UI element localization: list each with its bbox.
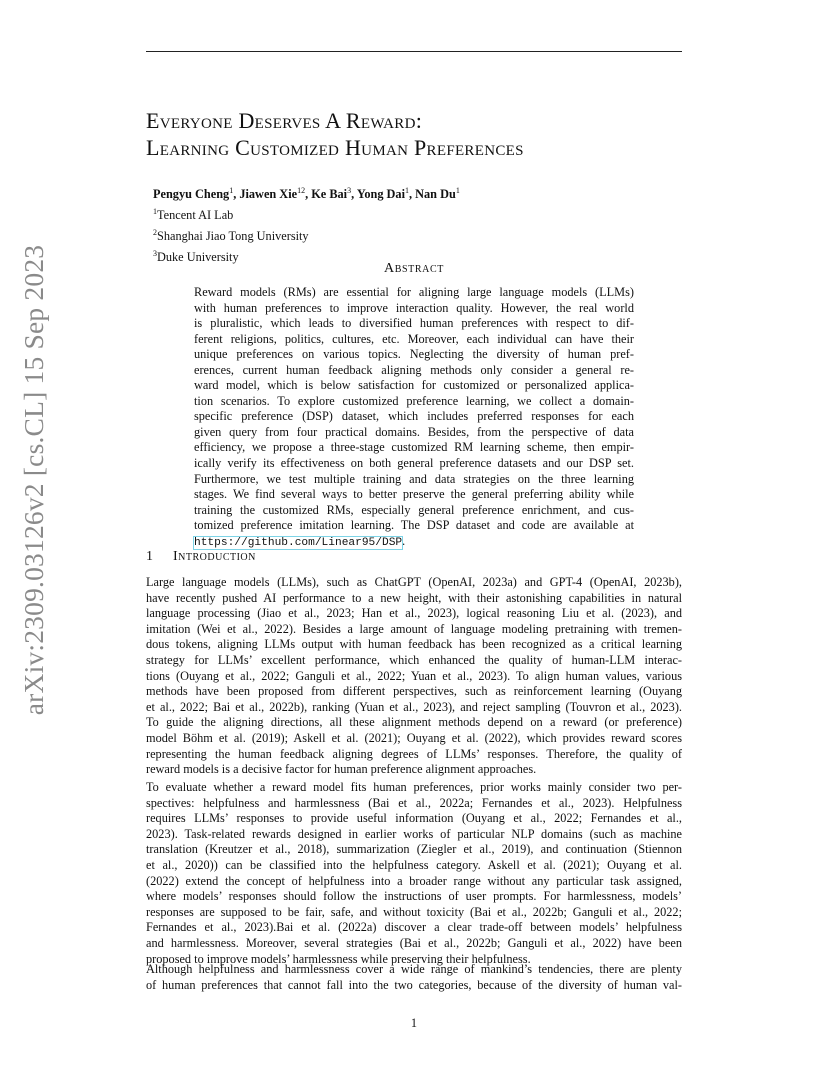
paragraph-line: and harmlessness. Moreover, several strategies (Bai et al., 2022b; Ganguli et al., 2022) have been xyxy=(146,935,682,950)
paragraph-line: strategy for LLMs’ excellent performance, which enhanced the quality of human-LLM interac- xyxy=(146,652,682,667)
page-number: 1 xyxy=(410,1016,418,1030)
paragraph-line: proposed to improve models’ harmlessness while preserving their helpfulness. xyxy=(146,951,531,966)
paragraph-line: et al., 2020)) can be classified into the helpfulness category. Askell et al. (2021); Ouyang et al. xyxy=(146,857,682,872)
section-number: 1 xyxy=(146,549,154,564)
abstract-heading: Abstract xyxy=(384,261,444,276)
paper-title-line-1: Everyone Deserves A Reward: xyxy=(146,108,423,133)
paragraph-line: translation (Kreutzer et al., 2018), summarization (Ziegler et al., 2019), and continuation (Stiennon xyxy=(146,842,682,857)
paragraph-line: model Böhm et al. (2019); Askell et al. (2021); Ouyang et al. (2022), which provides reward scores xyxy=(146,730,682,745)
intro-paragraph-3 xyxy=(146,962,682,993)
paragraph-line: methods have been proposed from different perspectives, such as reinforcement learning (Ouyang xyxy=(146,684,682,699)
abstract-line: ically verify its effectiveness on both general preference datasets and our DSP set. xyxy=(194,456,634,471)
paragraph-line: Although helpfulness and harmlessness cover a wide range of mankind’s tendencies, there are plenty xyxy=(146,962,682,976)
paragraph-line: spectives: helpfulness and harmlessness (Bai et al., 2022a; Fernandes et al., 2023). Helpfulness xyxy=(146,795,682,810)
paragraph-line: (2022) extend the concept of helpfulness into a broader range without any particular task assigned, xyxy=(146,873,682,888)
abstract-line: stages. We find several ways to better preserve the general preferring ability while xyxy=(194,487,634,502)
paragraph-line: 2023). Task-related rewards designed in earlier works of particular NLP domains (such as machine xyxy=(146,826,682,841)
abstract-line: tomized preference imitation learning. The DSP dataset and code are available at xyxy=(194,518,634,533)
affiliation: $^3$Duke University xyxy=(153,249,239,265)
paragraph-line: language processing (Jiao et al., 2023; Han et al., 2023), logical reasoning Liu et al. (2023), and xyxy=(146,606,682,621)
abstract-line: training the customized RMs, especially general preference enrichment, and cus- xyxy=(194,502,634,517)
paragraph-line: requires LLMs’ responses to provide useful information (Ouyang et al., 2022; Fernandes et al., xyxy=(146,811,682,826)
abstract-line: ward model, which is below satisfaction for customized or personalized applica- xyxy=(194,378,634,393)
abstract-line: erences, current human feedback aligning methods only consider a general re- xyxy=(194,362,634,377)
paragraph-line: To evaluate whether a reward model fits human preferences, prior works mainly consider two per- xyxy=(146,780,682,794)
paragraph-line: tions (Ouyang et al., 2022; Ganguli et al., 2022; Yuan et al., 2023). To align human values, various xyxy=(146,668,682,683)
author: Ke Bai$^3$, xyxy=(311,186,357,202)
affiliation: $^1$Tencent AI Lab xyxy=(153,207,234,223)
author: Pengyu Cheng$^1$, xyxy=(153,186,240,202)
abstract-line: efficiency, we propose a three-stage customized RM learning scheme, then empir- xyxy=(194,440,634,455)
abstract-body xyxy=(194,285,634,551)
paragraph-line: reward models is a decisive factor for human preference alignment approaches. xyxy=(146,762,537,777)
paragraph-line: have recently pushed AI performance to a new height, with their astonishing capabilities in natural xyxy=(146,590,682,605)
author: Jiawen Xie$^{12}$, xyxy=(239,186,312,202)
paragraph-line: representing the human feedback aligning degrees of LLMs’ responses. Therefore, the quality of xyxy=(146,746,682,761)
abstract-line: is pluralistic, which leads to diversified human preferences with respect to dif- xyxy=(194,316,634,331)
section-heading-introduction xyxy=(146,549,256,565)
top-rule xyxy=(146,51,682,52)
paragraph-line: where models’ responses should follow the instructions of user prompts. For harmlessness, models’ xyxy=(146,889,682,904)
author: Nan Du$^1$ xyxy=(415,186,460,202)
abstract-line: Reward models (RMs) are essential for aligning large language models (LLMs) xyxy=(194,285,634,299)
abstract-line: specific preference (DSP) dataset, which includes preferred responses for each xyxy=(194,409,634,424)
abstract-line-url: https://github.com/Linear95/DSP. xyxy=(194,533,406,549)
section-title: Introduction xyxy=(173,549,256,564)
arxiv-identifier-text: arXiv:2309.03126v2 [cs.CL] 15 Sep 2023 xyxy=(18,244,49,716)
author: Yong Dai$^1$, xyxy=(356,186,416,202)
paragraph-line: Fernandes et al., 2023).Bai et al. (2022a) discover a clear trade-off between models’ helpfulness xyxy=(146,920,682,935)
paragraph-line: responses are supposed to be fair, safe, and without toxicity (Bai et al., 2022b; Ganguli et al., 2022; xyxy=(146,904,682,919)
abstract-line: ferent religions, politics, cultures, etc. Moreover, each individual can have their xyxy=(194,331,634,346)
paper-title xyxy=(146,107,706,161)
abstract-line: given query from four practical domains. Besides, from the perspective of data xyxy=(194,424,634,439)
dataset-code-link[interactable]: https://github.com/Linear95/DSP xyxy=(194,536,403,549)
abstract-line: tion scenarios. To explore customized preference learning, we collect a domain- xyxy=(194,393,634,408)
intro-paragraph-2 xyxy=(146,780,682,967)
author-block xyxy=(153,182,460,266)
paragraph-line: et al., 2022; Bai et al., 2022b), ranking (Yuan et al., 2023), and reject sampling (Touvron et al., 2023). xyxy=(146,699,682,714)
paragraph-line: imitation (Wei et al., 2022). Besides a large amount of language modeling pretraining with tremen- xyxy=(146,621,682,636)
author-names xyxy=(153,182,460,203)
paragraph-line: of human preferences that cannot fall into the two categories, because of the diversity of human val- xyxy=(146,977,682,992)
affiliation: $^2$Shanghai Jiao Tong University xyxy=(153,228,309,244)
abstract-line: with human preferences to improve interaction quality. However, the real world xyxy=(194,300,634,315)
paragraph-line: To guide the aligning directions, all these alignment methods depend on a reward (or preference) xyxy=(146,715,682,730)
abstract-line: Furthermore, we test multiple training and data strategies on the three learning xyxy=(194,471,634,486)
abstract-line: unique preferences on various topics. Neglecting the diversity of human pref- xyxy=(194,347,634,362)
paragraph-line: Large language models (LLMs), such as ChatGPT (OpenAI, 2023a) and GPT-4 (OpenAI, 2023b), xyxy=(146,575,682,589)
paper-title-line-2: Learning Customized Human Preferences xyxy=(146,135,524,160)
intro-paragraph-1 xyxy=(146,575,682,778)
paragraph-line: dous tokens, aligning LLMs output with human feedback has been recognized as a critical learning xyxy=(146,637,682,652)
